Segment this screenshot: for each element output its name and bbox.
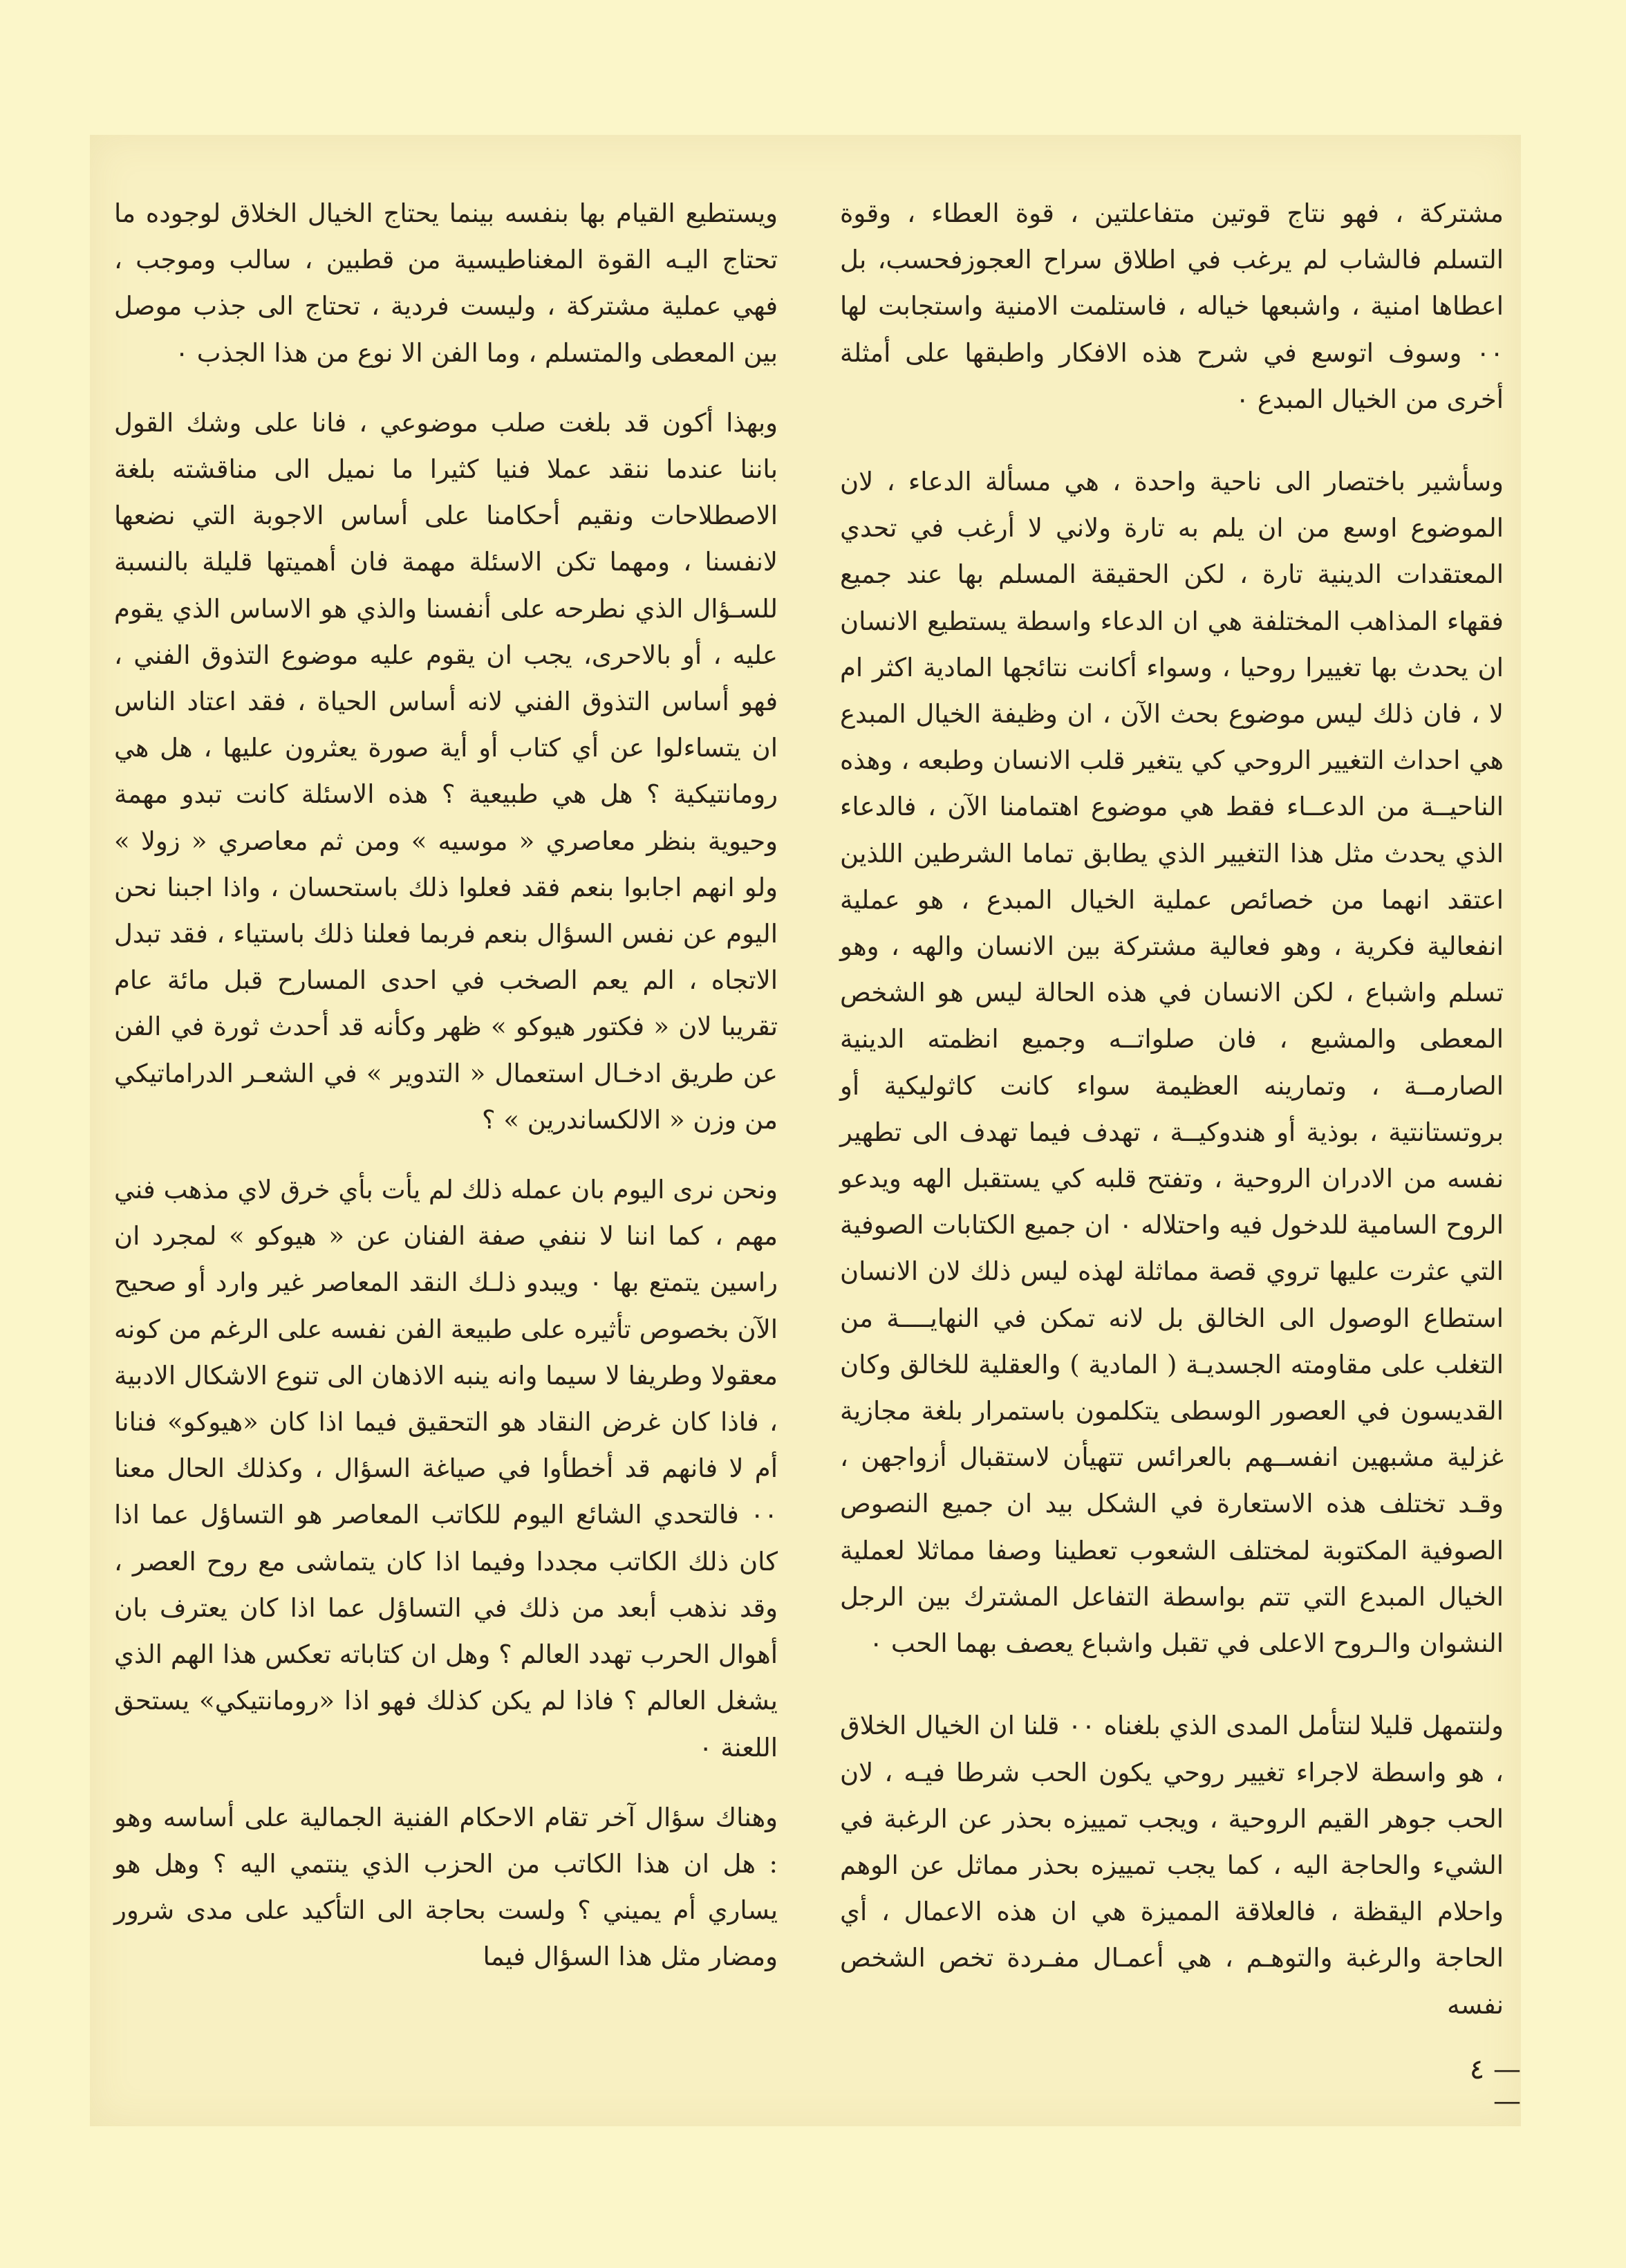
paragraph: ونحن نرى اليوم بان عمله ذلك لم يأت بأي خرق لاي مذهب فني مهم ، كما اننا لا ننفي صفة الفنان عن « هيوكو » لمجرد ان راسين يتمتع بها ٠ ويبدو ذلـك النقد المعاصر غير وارد أو صحيح الآن بخصوص تأثيره على طبيعة الفن نفسه على الرغم من كونه معقولا وطريفا لا سيما وانه ينبه الاذهان الى تنوع الاشكال الادبية ، فاذا كان غرض النقاد هو التحقيق فيما اذا كان «هيوكو» فنانا أم لا فانهم قد أخطأوا في صياغة السؤال ، وكذلك الحال معنا ٠٠ فالتحدي الشائع اليوم للكاتب المعاصر هو التساؤل عما اذا كان ذلك الكاتب مجددا وفيما اذا كان يتماشى مع روح العصر ، وقد نذهب أبعد من ذلك في التساؤل عما اذا كان يعترف بان أهوال الحرب تهدد العالم ؟ وهل ان كتاباته تعكس هذا الهم الذي يشغل العالم ؟ فاذا لم يكن كذلك فهو اذا «رومانتيكي» يستحق اللعنة ٠ [114, 1175, 778, 1763]
right-text-column [840, 190, 1504, 2028]
page-number: — ٤ — [1469, 2054, 1521, 2117]
paragraph: ويستطيع القيام بها بنفسه بينما يحتاج الخيال الخلاق لوجوده ما تحتاج اليـه القوة المغناطيسية من قطبين ، سالب وموجب ، فهي عملية مشتركة ، وليست فردية ، تحتاج الى جذب موصل بين المعطى والمتسلم ، وما الفن الا نوع من هذا الجذب ٠ [114, 198, 778, 368]
left-text-column [114, 190, 778, 1980]
paragraph: وهناك سؤال آخر تقام الاحكام الفنية الجمالية على أساسه وهو : هل ان هذا الكاتب من الحزب الذي ينتمي اليه ؟ وهل هو يساري أم يميني ؟ ولست بحاجة الى التأكيد على مدى شرور ومضار مثل هذا السؤال فيما [114, 1802, 778, 1972]
book-page [90, 135, 1521, 2126]
paragraph: وسأشير باختصار الى ناحية واحدة ، هي مسألة الدعاء ، لان الموضوع اوسع من ان يلم به تارة ولاني لا أرغب في تحدي المعتقدات الدينية تارة ، لكن الحقيقة المسلم بها عند جميع فقهاء المذاهب المختلفة هي ان الدعاء واسطة يستطيع الانسان ان يحدث بها تغييرا روحيا ، وسواء أكانت نتائجها المادية اكثر ام لا ، فان ذلك ليس موضوع بحث الآن ، ان وظيفة الخيال المبدع هي احداث التغيير الروحي كي يتغير قلب الانسان وطبعه ، وهذه الناحيــة من الدعــاء فقط هي موضوع اهتمامنا الآن ، فالدعاء الذي يحدث مثل هذا التغيير الذي يطابق تماما الشرطين اللذين اعتقد انهما من خصائص عملية الخيال المبدع ، هو عملية انفعالية فكرية ، وهو فعالية مشتركة بين الانسان والهه ، وهو تسلم واشباع ، لكن الانسان في هذه الحالة ليس هو الشخص المعطى والمشبع ، فان صلواتــه وجميع انظمته الدينية الصارمــة ، وتمارينه العظيمة سواء كانت كاثوليكية أو بروتستانتية ، بوذية أو هندوكيــة ، تهدف فيما تهدف الى تطهير نفسه من الادران الروحية ، وتفتح قلبه كي يستقبل الهه ويدعو الروح السامية للدخول فيه واحتلاله ٠ ان جميع الكتابات الصوفية التي عثرت عليها تروي قصة مماثلة لهذه ليس ذلك لان الانسان استطاع الوصول الى الخالق بل لانه تمكن في النهايــــة من التغلب على مقاومته الجسديـة ( المادية ) والعقلية للخالق وكان القديسون في العصور الوسطى يتكلمون باستمرار بلغة مجازية غزلية مشبهين انفســهم بالعرائس تتهيأن لاستقبال أزواجهن ، وقـد تختلف هذه الاستعارة في الشكل بيد ان جميع النصوص الصوفية المكتوبة لمختلف الشعوب تعطينا وصفا مماثلا لعملية الخيال المبدع التي تتم بواسطة التفاعل المشترك بين الرجل النشوان والـروح الاعلى في تقبل واشباع يعصف بهما الحب ٠ [840, 467, 1504, 1659]
paragraph: ولنتمهل قليلا لنتأمل المدى الذي بلغناه ٠٠ قلنا ان الخيال الخلاق ، هو واسطة لاجراء تغيير روحي يكون الحب شرطا فيـه ، لان الحب جوهر القيم الروحية ، ويجب تمييزه بحذر عن الرغبة في الشيء والحاجة اليه ، كما يجب تمييزه بحذر مماثل عن الوهم واحلام اليقظة ، فالعلاقة المميزة هي ان هذه الاعمال ، أي الحاجة والرغبة والتوهـم ، هي أعمـال مفـردة تخص الشخص نفسه [840, 1711, 1504, 2020]
paragraph: وبهذا أكون قد بلغت صلب موضوعي ، فانا على وشك القول باننا عندما ننقد عملا فنيا كثيرا ما نميل الى مناقشته بلغة الاصطلاحات ونقيم أحكامنا على أساس الاجوبة التي نضعها لانفسنا ، ومهما تكن الاسئلة مهمة فان أهميتها قليلة بالنسبة للسـؤال الذي نطرحه على أنفسنا والذي هو الاساس الذي يقوم عليه ، أو بالاحرى، يجب ان يقوم عليه موضوع التذوق الفني ، فهو أساس التذوق الفني لانه أساس الحياة ، فقد اعتاد الناس ان يتساءلوا عن أي كتاب أو أية صورة يعثرون عليها ، هل هي رومانتيكية ؟ هل هي طبيعية ؟ هذه الاسئلة كانت تبدو مهمة وحيوية بنظر معاصري « موسيه » ومن ثم معاصري « زولا » ولو انهم اجابوا بنعم فقد فعلوا ذلك باستحسان ، واذا اجبنا نحن اليوم عن نفس السؤال بنعم فربما فعلنا ذلك باستياء ، فقد تبدل الاتجاه ، الم يعم الصخب في احدى المسارح قبل مائة عام تقريبا لان « فكتور هيوكو » ظهر وكأنه قد أحدث ثورة في الفن عن طريق ادخـال استعمال « التدوير » في الشعـر الدراماتيكي من وزن « الالكساندرين » ؟ [114, 407, 778, 1135]
paragraph: مشتركة ، فهو نتاج قوتين متفاعلتين ، قوة العطاء ، وقوة التسلم فالشاب لم يرغب في اطلاق سراح العجوزفحسب، بل اعطاها امنية ، واشبعها خياله ، فاستلمت الامنية واستجابت لها ٠٠ وسوف اتوسع في شرح هذه الافكار واطبقها على أمثلة أخرى من الخيال المبدع ٠ [840, 198, 1504, 414]
